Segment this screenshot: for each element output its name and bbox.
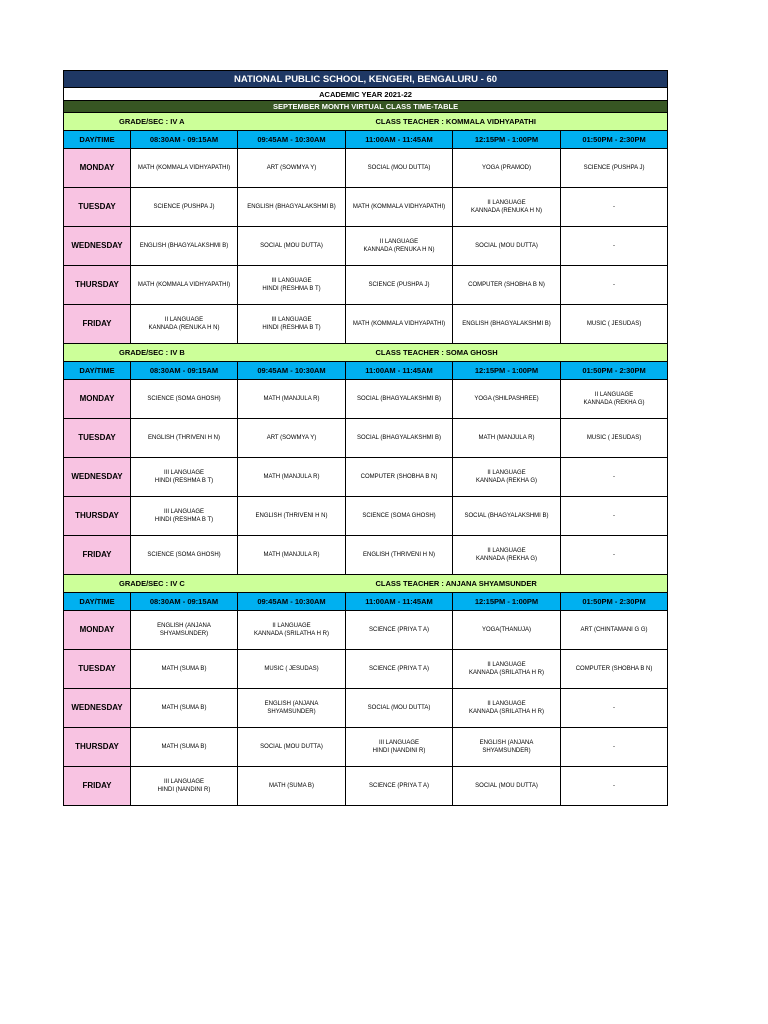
class-cell xyxy=(453,227,561,266)
class-cell-line: SOCIAL (MOU DUTTA) xyxy=(367,164,431,171)
class-cell-line: MATH (MANJULA R) xyxy=(263,395,320,402)
class-cell-line: - xyxy=(613,203,616,210)
class-cell xyxy=(453,728,561,767)
class-cell-line: III LANGUAGE xyxy=(163,469,204,476)
day-row xyxy=(64,689,668,728)
class-cell-line: SOCIAL (MOU DUTTA) xyxy=(367,704,431,711)
day-row xyxy=(64,380,668,419)
class-cell-line: ART (CHINTAMANI G G) xyxy=(580,626,648,633)
class-cell xyxy=(346,149,453,188)
day-label: FRIDAY xyxy=(64,305,131,344)
class-cell-line: MUSIC ( JESUDAS) xyxy=(586,434,642,441)
class-cell xyxy=(453,305,561,344)
class-cell xyxy=(453,188,561,227)
class-cell-line: YOGA(THANUJA) xyxy=(481,626,531,633)
class-cell xyxy=(561,458,668,497)
class-cell xyxy=(346,458,453,497)
class-cell-line: ENGLISH (THRIVENI H N) xyxy=(255,512,328,519)
day-row xyxy=(64,497,668,536)
class-cell xyxy=(238,536,346,575)
class-cell-line: MATH (KOMMALA VIDHYAPATHI) xyxy=(352,320,446,327)
class-cell-line: ENGLISH (THRIVENI H N) xyxy=(147,434,220,441)
day-time-header: DAY/TIME xyxy=(64,362,131,380)
class-cell-line: - xyxy=(613,281,616,288)
grade-section-label: GRADE/SEC : IV A xyxy=(64,113,346,131)
class-cell-line: KANNADA (RENUKA H N) xyxy=(148,325,220,331)
class-cell xyxy=(131,650,238,689)
day-label: FRIDAY xyxy=(64,767,131,806)
class-cell xyxy=(131,149,238,188)
class-cell-line: COMPUTER (SHOBHA B N) xyxy=(468,281,545,288)
class-cell xyxy=(453,419,561,458)
class-cell-line: YOGA (PRAMOD) xyxy=(481,164,531,171)
day-label: WEDNESDAY xyxy=(64,458,131,497)
class-cell-line: SCIENCE (PUSHPA J) xyxy=(583,164,645,171)
class-cell-line: II LANGUAGE xyxy=(379,238,419,245)
class-cell xyxy=(453,767,561,806)
class-cell-line: HINDI (RESHMA B T) xyxy=(262,286,321,292)
school-title: NATIONAL PUBLIC SCHOOL, KENGERI, BENGALURU - 60 xyxy=(64,71,668,88)
class-cell xyxy=(346,611,453,650)
class-cell-line: II LANGUAGE xyxy=(487,199,526,206)
day-row xyxy=(64,458,668,497)
class-cell-line: II LANGUAGE xyxy=(594,391,634,398)
class-cell-line: SHYAMSUNDER) xyxy=(159,631,209,637)
class-cell xyxy=(238,728,346,767)
day-label: MONDAY xyxy=(64,611,131,650)
class-cell xyxy=(131,266,238,305)
day-row xyxy=(64,266,668,305)
day-row xyxy=(64,767,668,806)
class-cell-line: - xyxy=(613,704,616,711)
class-cell-line: MATH (KOMMALA VIDHYAPATHI) xyxy=(137,164,231,171)
day-row xyxy=(64,419,668,458)
class-cell xyxy=(453,611,561,650)
class-cell-line: - xyxy=(613,551,616,558)
class-cell-line: MATH (MANJULA R) xyxy=(478,434,535,441)
grade-row xyxy=(64,344,668,362)
class-cell xyxy=(131,458,238,497)
class-cell-line: MATH (KOMMALA VIDHYAPATHI) xyxy=(352,203,446,210)
class-cell-line: SCIENCE (PRIYA T A) xyxy=(368,665,430,672)
day-row xyxy=(64,536,668,575)
class-cell xyxy=(238,419,346,458)
class-cell-line: MATH (KOMMALA VIDHYAPATHI) xyxy=(137,281,231,288)
class-cell xyxy=(346,728,453,767)
time-header-row xyxy=(64,131,668,149)
class-cell-line: SCIENCE (SOMA GHOSH) xyxy=(147,395,221,402)
class-cell xyxy=(453,266,561,305)
class-cell xyxy=(131,419,238,458)
class-cell xyxy=(238,188,346,227)
class-cell xyxy=(346,497,453,536)
class-cell xyxy=(561,419,668,458)
class-cell-line: KANNADA (SRILATHA H R) xyxy=(469,670,544,676)
class-cell xyxy=(131,689,238,728)
class-cell xyxy=(346,419,453,458)
class-cell xyxy=(238,611,346,650)
class-cell xyxy=(561,767,668,806)
class-cell-line: SOCIAL (BHAGYALAKSHMI B) xyxy=(464,512,549,519)
class-cell-line: II LANGUAGE xyxy=(164,316,204,323)
class-cell-line: KANNADA (SRILATHA H R) xyxy=(254,631,329,637)
class-cell-line: SCIENCE (PRIYA T A) xyxy=(368,626,430,633)
day-label: WEDNESDAY xyxy=(64,689,131,728)
day-row xyxy=(64,149,668,188)
timetable-title: SEPTEMBER MONTH VIRTUAL CLASS TIME-TABLE xyxy=(64,101,668,113)
class-cell-line: - xyxy=(613,473,616,480)
class-cell-line: SOCIAL (MOU DUTTA) xyxy=(260,743,323,750)
class-cell-line: ART (SOWMYA Y) xyxy=(266,434,317,441)
class-cell xyxy=(561,305,668,344)
class-cell-line: - xyxy=(613,242,616,249)
class-cell xyxy=(346,305,453,344)
class-cell xyxy=(561,149,668,188)
class-cell-line: II LANGUAGE xyxy=(487,547,526,554)
class-cell-line: MUSIC ( JESUDAS) xyxy=(586,320,642,327)
day-row xyxy=(64,611,668,650)
class-cell-line: III LANGUAGE xyxy=(163,778,204,785)
time-slot-header: 11:00AM - 11:45AM xyxy=(346,131,453,149)
class-cell-line: - xyxy=(613,512,616,519)
grade-row xyxy=(64,113,668,131)
class-cell xyxy=(238,266,346,305)
time-slot-header: 11:00AM - 11:45AM xyxy=(346,593,453,611)
class-cell-line: SOCIAL (MOU DUTTA) xyxy=(260,242,323,249)
class-cell xyxy=(131,380,238,419)
class-cell-line: ENGLISH (ANJANA xyxy=(264,700,319,707)
day-label: THURSDAY xyxy=(64,728,131,767)
class-cell-line: HINDI (RESHMA B T) xyxy=(154,478,214,484)
class-cell-line: II LANGUAGE xyxy=(487,469,526,476)
time-header-row xyxy=(64,362,668,380)
day-label: TUESDAY xyxy=(64,188,131,227)
time-slot-header: 01:50PM - 2:30PM xyxy=(561,593,668,611)
timetable-title-row xyxy=(64,101,668,113)
class-cell xyxy=(561,650,668,689)
class-cell-line: ENGLISH (THRIVENI H N) xyxy=(362,551,435,558)
class-cell xyxy=(131,611,238,650)
class-cell-line: - xyxy=(613,782,616,789)
class-cell-line: MATH (MANJULA R) xyxy=(263,473,320,480)
school-title-row xyxy=(64,71,668,88)
class-cell xyxy=(131,227,238,266)
class-cell-line: - xyxy=(613,743,616,750)
day-row xyxy=(64,305,668,344)
class-cell xyxy=(238,227,346,266)
day-label: TUESDAY xyxy=(64,650,131,689)
class-cell-line: ENGLISH (ANJANA xyxy=(157,622,211,629)
class-cell-line: MATH (SUMA B) xyxy=(161,665,207,672)
class-cell-line: SOCIAL (BHAGYALAKSHMI B) xyxy=(356,434,442,441)
class-cell xyxy=(453,149,561,188)
time-slot-header: 08:30AM - 09:15AM xyxy=(131,593,238,611)
class-cell xyxy=(238,458,346,497)
day-label: MONDAY xyxy=(64,380,131,419)
class-cell xyxy=(561,266,668,305)
day-label: THURSDAY xyxy=(64,497,131,536)
class-cell-line: KANNADA (REKHA G) xyxy=(583,400,645,406)
class-teacher-label: CLASS TEACHER : SOMA GHOSH xyxy=(346,344,668,362)
class-cell xyxy=(346,767,453,806)
class-cell-line: KANNADA (SRILATHA H R) xyxy=(469,709,544,715)
class-cell xyxy=(238,689,346,728)
class-cell-line: KANNADA (RENUKA H N) xyxy=(470,208,542,214)
time-slot-header: 12:15PM - 1:00PM xyxy=(453,593,561,611)
class-cell xyxy=(238,305,346,344)
class-cell-line: ART (SOWMYA Y) xyxy=(266,164,317,171)
class-cell-line: HINDI (RESHMA B T) xyxy=(262,325,321,331)
class-cell-line: III LANGUAGE xyxy=(271,277,312,284)
day-time-header: DAY/TIME xyxy=(64,131,131,149)
class-cell xyxy=(346,188,453,227)
class-cell xyxy=(346,536,453,575)
class-teacher-label: CLASS TEACHER : KOMMALA VIDHYAPATHI xyxy=(346,113,668,131)
grade-section-label: GRADE/SEC : IV C xyxy=(64,575,346,593)
day-label: WEDNESDAY xyxy=(64,227,131,266)
class-cell-line: MATH (SUMA B) xyxy=(269,782,314,789)
class-cell xyxy=(131,188,238,227)
class-cell-line: ENGLISH (ANJANA xyxy=(479,739,534,746)
class-cell-line: HINDI (NANDINI R) xyxy=(372,748,426,754)
timetable-table xyxy=(63,70,668,806)
time-slot-header: 08:30AM - 09:15AM xyxy=(131,362,238,380)
class-teacher-label: CLASS TEACHER : ANJANA SHYAMSUNDER xyxy=(346,575,668,593)
time-slot-header: 09:45AM - 10:30AM xyxy=(238,593,346,611)
class-cell-line: HINDI (RESHMA B T) xyxy=(154,517,214,523)
class-cell xyxy=(346,266,453,305)
class-cell xyxy=(453,497,561,536)
class-cell-line: SOCIAL (MOU DUTTA) xyxy=(475,242,538,249)
class-cell xyxy=(453,689,561,728)
class-cell xyxy=(131,728,238,767)
class-cell xyxy=(238,380,346,419)
class-cell xyxy=(561,689,668,728)
class-cell xyxy=(561,188,668,227)
class-cell-line: III LANGUAGE xyxy=(163,508,204,515)
day-label: FRIDAY xyxy=(64,536,131,575)
class-cell-line: SCIENCE (PUSHPA J) xyxy=(368,281,430,288)
class-cell-line: SHYAMSUNDER) xyxy=(267,709,316,715)
day-row xyxy=(64,188,668,227)
class-cell xyxy=(238,767,346,806)
class-cell-line: SOCIAL (MOU DUTTA) xyxy=(475,782,538,789)
time-slot-header: 01:50PM - 2:30PM xyxy=(561,131,668,149)
time-slot-header: 12:15PM - 1:00PM xyxy=(453,362,561,380)
day-row xyxy=(64,650,668,689)
class-cell xyxy=(346,380,453,419)
class-cell xyxy=(238,650,346,689)
class-cell-line: MUSIC ( JESUDAS) xyxy=(264,665,319,672)
time-slot-header: 01:50PM - 2:30PM xyxy=(561,362,668,380)
day-label: THURSDAY xyxy=(64,266,131,305)
grade-row xyxy=(64,575,668,593)
time-slot-header: 09:45AM - 10:30AM xyxy=(238,131,346,149)
class-cell xyxy=(561,728,668,767)
class-cell xyxy=(561,497,668,536)
class-cell-line: SCIENCE (SOMA GHOSH) xyxy=(147,551,221,558)
class-cell-line: MATH (MANJULA R) xyxy=(263,551,320,558)
day-row xyxy=(64,728,668,767)
class-cell-line: KANNADA (RENUKA H N) xyxy=(363,247,435,253)
class-cell xyxy=(346,227,453,266)
class-cell xyxy=(453,650,561,689)
day-label: TUESDAY xyxy=(64,419,131,458)
day-time-header: DAY/TIME xyxy=(64,593,131,611)
class-cell xyxy=(453,536,561,575)
class-cell-line: MATH (SUMA B) xyxy=(161,704,207,711)
class-cell xyxy=(131,305,238,344)
timetable-sheet xyxy=(63,70,667,806)
class-cell-line: SOCIAL (BHAGYALAKSHMI B) xyxy=(356,395,442,402)
day-label: MONDAY xyxy=(64,149,131,188)
class-cell-line: III LANGUAGE xyxy=(378,739,419,746)
time-slot-header: 08:30AM - 09:15AM xyxy=(131,131,238,149)
class-cell-line: SCIENCE (PUSHPA J) xyxy=(153,203,215,210)
class-cell-line: ENGLISH (BHAGYALAKSHMI B) xyxy=(462,320,551,327)
class-cell-line: II LANGUAGE xyxy=(487,700,526,707)
class-cell xyxy=(561,380,668,419)
grade-section-label: GRADE/SEC : IV B xyxy=(64,344,346,362)
class-cell-line: HINDI (NANDINI R) xyxy=(157,787,211,793)
class-cell xyxy=(561,227,668,266)
class-cell xyxy=(346,650,453,689)
class-cell xyxy=(131,767,238,806)
class-cell-line: COMPUTER (SHOBHA B N) xyxy=(360,473,438,480)
academic-year: ACADEMIC YEAR 2021-22 xyxy=(64,88,668,101)
class-cell-line: II LANGUAGE xyxy=(487,661,526,668)
academic-year-row xyxy=(64,88,668,101)
class-cell xyxy=(131,536,238,575)
time-header-row xyxy=(64,593,668,611)
day-row xyxy=(64,227,668,266)
class-cell-line: YOGA (SHILPASHREE) xyxy=(474,395,539,402)
class-cell-line: ENGLISH (BHAGYALAKSHMI B) xyxy=(139,242,229,249)
class-cell xyxy=(238,497,346,536)
class-cell-line: SCIENCE (PRIYA T A) xyxy=(368,782,430,789)
time-slot-header: 11:00AM - 11:45AM xyxy=(346,362,453,380)
time-slot-header: 12:15PM - 1:00PM xyxy=(453,131,561,149)
class-cell-line: KANNADA (REKHA G) xyxy=(475,478,537,484)
class-cell-line: MATH (SUMA B) xyxy=(161,743,207,750)
class-cell-line: III LANGUAGE xyxy=(271,316,312,323)
class-cell xyxy=(561,536,668,575)
class-cell xyxy=(238,149,346,188)
class-cell-line: ENGLISH (BHAGYALAKSHMI B) xyxy=(247,203,336,210)
class-cell-line: SCIENCE (SOMA GHOSH) xyxy=(362,512,436,519)
class-cell xyxy=(453,380,561,419)
class-cell xyxy=(346,689,453,728)
class-cell-line: KANNADA (REKHA G) xyxy=(475,556,537,562)
class-cell-line: COMPUTER (SHOBHA B N) xyxy=(575,665,653,672)
class-cell xyxy=(131,497,238,536)
class-cell-line: II LANGUAGE xyxy=(272,622,311,629)
class-cell xyxy=(453,458,561,497)
class-cell-line: SHYAMSUNDER) xyxy=(482,748,531,754)
time-slot-header: 09:45AM - 10:30AM xyxy=(238,362,346,380)
class-cell xyxy=(561,611,668,650)
